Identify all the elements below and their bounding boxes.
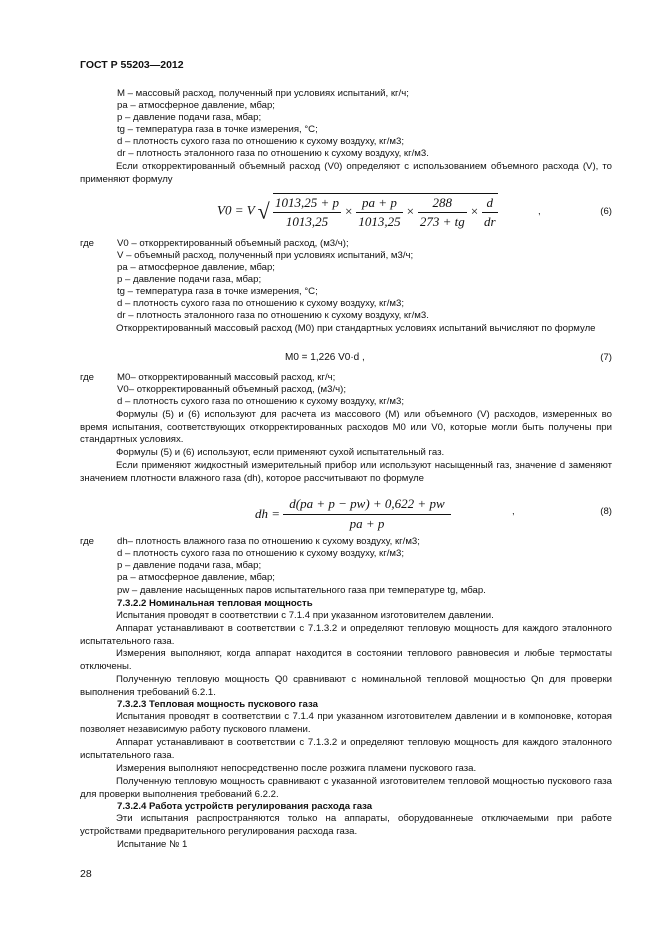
f3-den: 273 + tg: [419, 214, 465, 229]
formula-7: M0 = 1,226 V0·d ,: [285, 352, 365, 363]
p7323-c: Измерения выполняют непосредственно после розжига пламени пускового газа.: [116, 763, 477, 774]
def2-dr: dr – плотность эталонного газа по отношению к сухому воздуху, кг/м3.: [117, 310, 429, 321]
def4-d: d – плотность сухого газа по отношению к сухому воздуху, кг/м3;: [117, 548, 405, 559]
formula-6: V0 = V √ $\frac{1013,25 + p}{1013,25}$ × $\frac{pa + p}{1013,25}$ × $\frac{288}{273 + tg}$ × $\frac{d}{dr}$: [217, 195, 496, 229]
p7322-a: Испытания проводят в соответствии с 7.1.4 при указанном изготовителем давлении.: [116, 610, 494, 621]
p7323-b: Аппарат устанавливают в соответствии с 7.1.3.2 и определяют тепловую мощность для каждого эталонного испытательного газа.: [80, 737, 612, 761]
section-7-3-2-2-heading: 7.3.2.2 Номинальная тепловая мощность: [117, 598, 313, 609]
paragraph-formulas-use: Формулы (5) и (6) используют для расчета из массового (M) или объемного (V) расходов, измеренных во время испытания, соответствующих откорректированных расходов M0 или V0, которые могли быть получены при стандартных условиях.: [80, 409, 612, 446]
def4-pw: pw – давление насыщенных паров испытательного газа при температуре tg, мбар.: [117, 585, 486, 596]
p7323-d: Полученную тепловую мощность сравнивают с указанной изготовителем тепловой мощностью пускового газа для проверки выполнения требований 6.2.2.: [80, 776, 612, 800]
f3-num: 288: [418, 195, 467, 213]
def4-pa: pa – атмосферное давление, мбар;: [117, 572, 275, 583]
p7323-a: Испытания проводят в соответствии с 7.1.4 при указанном изготовителем давлении и в компоновке, которая позволяет независимую работу пускового пламени.: [80, 711, 612, 735]
formula-8-den: pa + p: [349, 516, 385, 531]
def-p: p – давление подачи газа, мбар;: [117, 112, 262, 123]
def3-V0: V0– откорректированный объемный расход, (м3/ч);: [117, 384, 346, 395]
section-7-3-2-3-heading: 7.3.2.3 Тепловая мощность пускового газа: [117, 699, 318, 710]
f4-num: d: [482, 195, 498, 213]
p7324-b: Испытание № 1: [117, 839, 188, 850]
def2-V0: V0 – откорректированный объемный расход, (м3/ч);: [117, 238, 349, 249]
formula-8-comma: ,: [512, 506, 515, 517]
where-label-1: где: [80, 238, 95, 249]
f1-num: 1013,25 + p: [273, 195, 341, 213]
p7322-d: Полученную тепловую мощность Q0 сравнивают с номинальной тепловой мощностью Qn для проверки выполнения требований 6.2.1.: [80, 674, 612, 698]
page-number: 28: [80, 868, 92, 880]
f2-num: pa + p: [356, 195, 402, 213]
formula-8-number: (8): [600, 506, 612, 517]
paragraph-dry-gas: Формулы (5) и (6) используют, если применяют сухой испытательный газ.: [116, 447, 445, 458]
p7322-b: Аппарат устанавливают в соответствии с 7.1.3.2 и определяют тепловую мощность для каждого эталонного испытательного газа.: [80, 623, 612, 647]
formula-7-number: (7): [600, 352, 612, 363]
f1-den: 1013,25: [285, 214, 329, 229]
p7322-c: Измерения выполняют, когда аппарат находится в состоянии теплового равновесия и любые термостаты отключены.: [80, 648, 612, 672]
formula-8: [255, 496, 451, 532]
def3-d: d – плотность сухого газа по отношению к сухому воздуху, кг/м3;: [117, 396, 405, 407]
def-dr: dr – плотность эталонного газа по отношению к сухому воздуху, кг/м3.: [117, 148, 429, 159]
def2-V: V – объемный расход, полученный при условиях испытаний, м3/ч;: [117, 250, 414, 261]
def-d: d – плотность сухого газа по отношению к сухому воздуху, кг/м3;: [117, 136, 405, 147]
def-pa: pa – атмосферное давление, мбар;: [117, 100, 275, 111]
def3-M0: M0– откорректированный массовый расход, кг/ч;: [117, 372, 336, 383]
def4-p: p – давление подачи газа, мбар;: [117, 560, 262, 571]
def2-tg: tg – температура газа в точке измерения, °С;: [117, 286, 318, 297]
f4-den: dr: [484, 214, 496, 229]
def2-p: p – давление подачи газа, мбар;: [117, 274, 262, 285]
formula-6-number: (6): [600, 206, 612, 217]
where-label-2: где: [80, 372, 95, 383]
formula-8-num: d(pa + p − pw) + 0,622 + pw: [283, 496, 450, 515]
paragraph-wet-gas: Если применяют жидкостный измерительный прибор или используют насыщенный газ, значение d заменяют значением плотности влажного газа (dh), которое рассчитывают по формуле: [80, 460, 612, 484]
paragraph-volumetric-flow: Если откорректированный объемный расход (V0) определяют с использованием объемного расхода (V), то применяют формулу: [80, 161, 612, 185]
p7324-a: Эти испытания распространяются только на аппараты, оборудованнеые отключаемыми при работе устройствами предварительного регулирования расхода газа.: [80, 813, 612, 837]
formula-6-lhs: V0 = V: [217, 202, 255, 218]
def2-d: d – плотность сухого газа по отношению к сухому воздуху, кг/м3;: [117, 298, 405, 309]
document-header: ГОСТ Р 55203—2012: [80, 59, 184, 71]
formula-6-comma: ,: [538, 206, 541, 217]
paragraph-mass-flow: Откорректированный массовый расход (M0) при стандартных условиях испытаний вычисляют по формуле: [116, 323, 596, 334]
formula-8-lhs: dh =: [255, 506, 281, 521]
def4-dh: dh– плотность влажного газа по отношению к сухому воздуху, кг/м3;: [117, 536, 420, 547]
def-M: M – массовый расход, полученный при условиях испытаний, кг/ч;: [117, 88, 409, 99]
where-label-3: где: [80, 536, 95, 547]
section-7-3-2-4-heading: 7.3.2.4 Работа устройств регулирования расхода газа: [117, 801, 373, 812]
def2-pa: pa – атмосферное давление, мбар;: [117, 262, 275, 273]
def-tg: tg – температура газа в точке измерения, °С;: [117, 124, 318, 135]
f2-den: 1013,25: [358, 214, 401, 229]
